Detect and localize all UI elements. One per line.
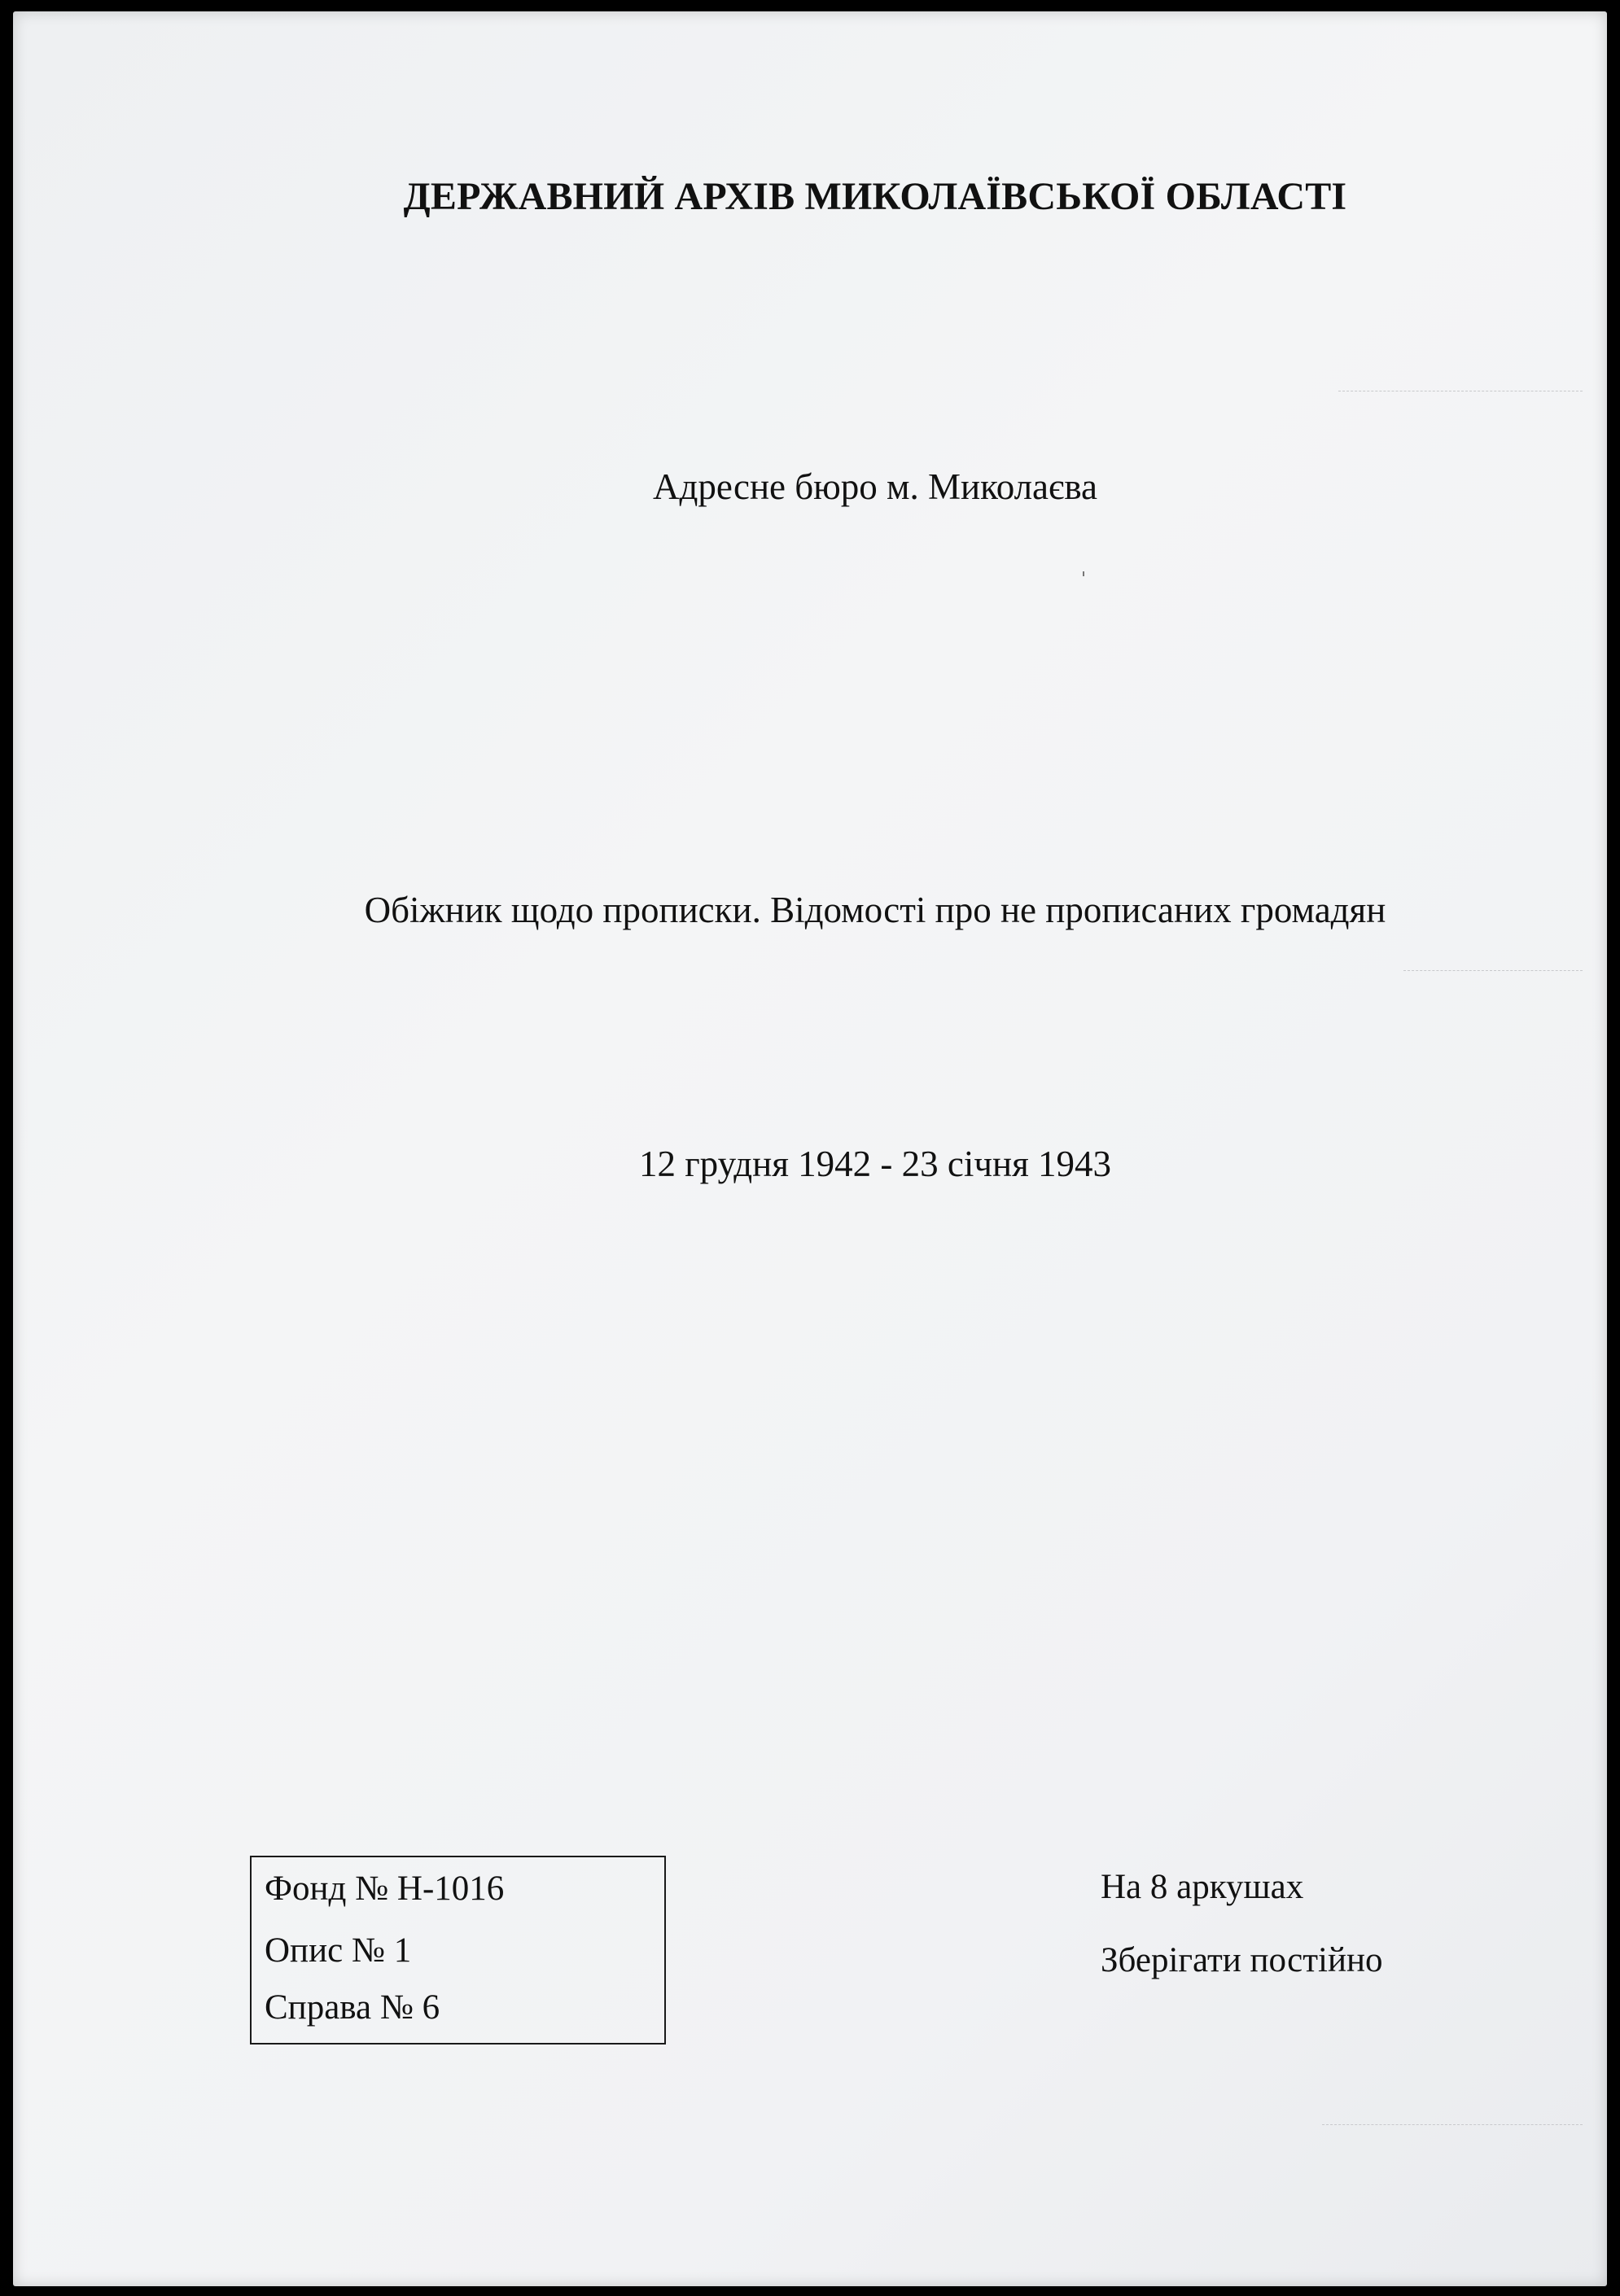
- opys-number: Опис № 1: [265, 1931, 412, 1970]
- archive-title: ДЕРЖАВНИЙ АРХІВ МИКОЛАЇВСЬКОЇ ОБЛАСТІ: [403, 175, 1347, 218]
- paper-edge-mark: [1403, 970, 1583, 971]
- paper-speck: [1083, 571, 1084, 576]
- sheet-count: На 8 аркушах: [1101, 1868, 1304, 1906]
- sprava-number: Справа № 6: [265, 1988, 440, 2027]
- document-page: [13, 11, 1607, 2286]
- retention-note: Зберігати постійно: [1101, 1941, 1383, 1979]
- fund-creator: Адресне бюро м. Миколаєва: [653, 466, 1097, 507]
- case-title: Обіжник щодо прописки. Відомості про не прописаних громадян: [364, 890, 1386, 930]
- fond-number: Фонд № Н-1016: [265, 1870, 505, 1908]
- paper-edge-mark: [1322, 2124, 1583, 2125]
- date-range: 12 грудня 1942 - 23 січня 1943: [638, 1144, 1112, 1184]
- archive-reference-box: [250, 1856, 666, 2045]
